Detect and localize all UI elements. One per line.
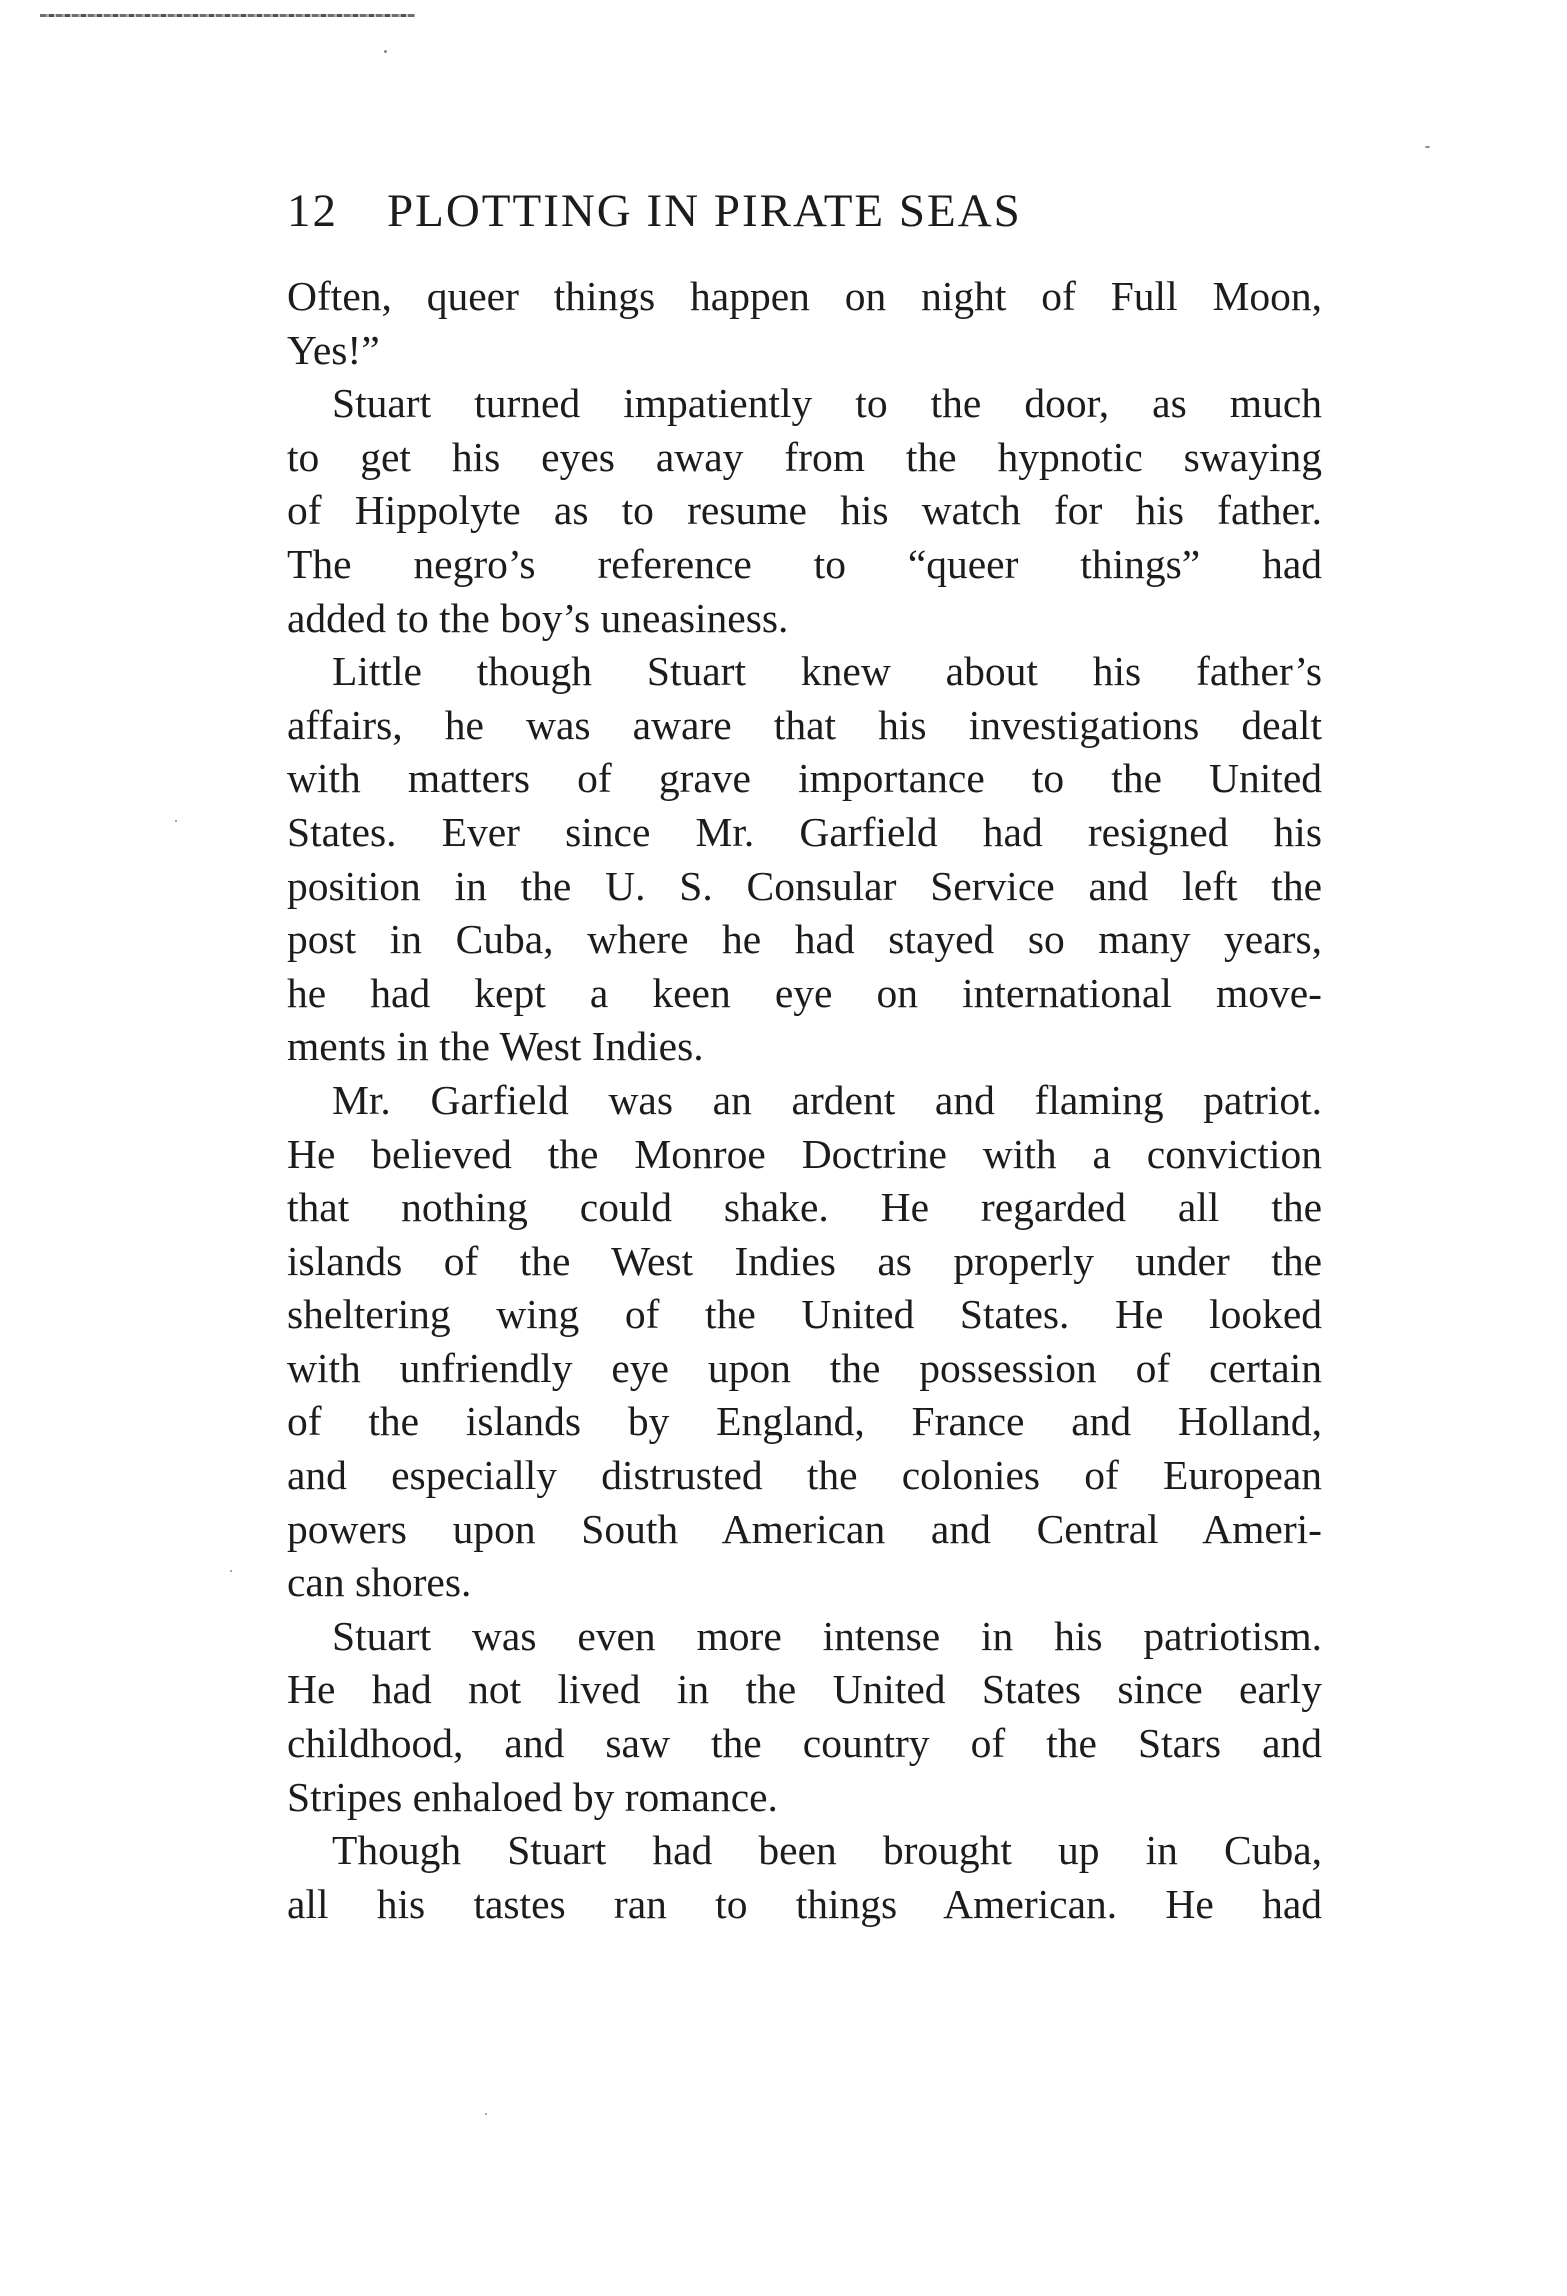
text-line: The negro’s reference to “queer things” had [287, 540, 1322, 587]
text-line: to get his eyes away from the hypnotic swaying [287, 433, 1322, 480]
text-line: Little though Stuart knew about his father’s [332, 648, 1322, 695]
text-line: all his tastes ran to things American. He had [287, 1880, 1322, 1927]
text-line: islands of the West Indies as properly under the [287, 1237, 1322, 1284]
text-line: Stripes enhaloed by romance. [287, 1773, 778, 1820]
text-line: added to the boy’s uneasiness. [287, 594, 789, 641]
body-text [287, 270, 1322, 1931]
text-line: Stuart turned impatiently to the door, as much [332, 380, 1322, 427]
text-line: Often, queer things happen on night of Full Moon, [287, 273, 1322, 319]
scan-speck [175, 820, 177, 822]
text-line: He had not lived in the United States since early [287, 1666, 1322, 1713]
text-line: ments in the West Indies. [287, 1023, 704, 1070]
scan-speck [485, 2113, 487, 2115]
text-line: he had kept a keen eye on international move- [287, 969, 1322, 1016]
text-line: of the islands by England, France and Holland, [287, 1398, 1322, 1445]
text-line: of Hippolyte as to resume his watch for his father. [287, 487, 1322, 534]
text-line: with unfriendly eye upon the possession of certain [287, 1344, 1322, 1391]
page-header [287, 184, 1322, 244]
text-line: with matters of grave importance to the United [287, 755, 1322, 802]
scan-edge-mark [40, 14, 415, 17]
text-line: affairs, he was aware that his investigations dealt [287, 701, 1322, 748]
text-line: childhood, and saw the country of the Stars and [287, 1720, 1322, 1767]
text-line: Stuart was even more intense in his patriotism. [332, 1612, 1322, 1659]
text-line: He believed the Monroe Doctrine with a conviction [287, 1130, 1322, 1177]
scan-speck [384, 50, 387, 53]
scan-speck [230, 1570, 232, 1572]
running-title: PLOTTING IN PIRATE SEAS [387, 185, 1022, 237]
text-line: sheltering wing of the United States. He looked [287, 1291, 1322, 1338]
scan-speck [1425, 146, 1430, 148]
text-line: and especially distrusted the colonies of European [287, 1452, 1322, 1499]
text-line: can shores. [287, 1559, 472, 1606]
text-line: that nothing could shake. He regarded all the [287, 1184, 1322, 1231]
text-line: powers upon South American and Central Ameri- [287, 1505, 1322, 1552]
text-line: Though Stuart had been brought up in Cuba, [332, 1827, 1322, 1874]
text-line: post in Cuba, where he had stayed so many years, [287, 916, 1322, 963]
text-line: States. Ever since Mr. Garfield had resigned his [287, 808, 1322, 855]
text-line: Yes!” [287, 326, 380, 373]
page-number: 12 [287, 185, 338, 237]
text-line: position in the U. S. Consular Service and left the [287, 862, 1322, 909]
text-line: Mr. Garfield was an ardent and flaming patriot. [332, 1076, 1322, 1123]
